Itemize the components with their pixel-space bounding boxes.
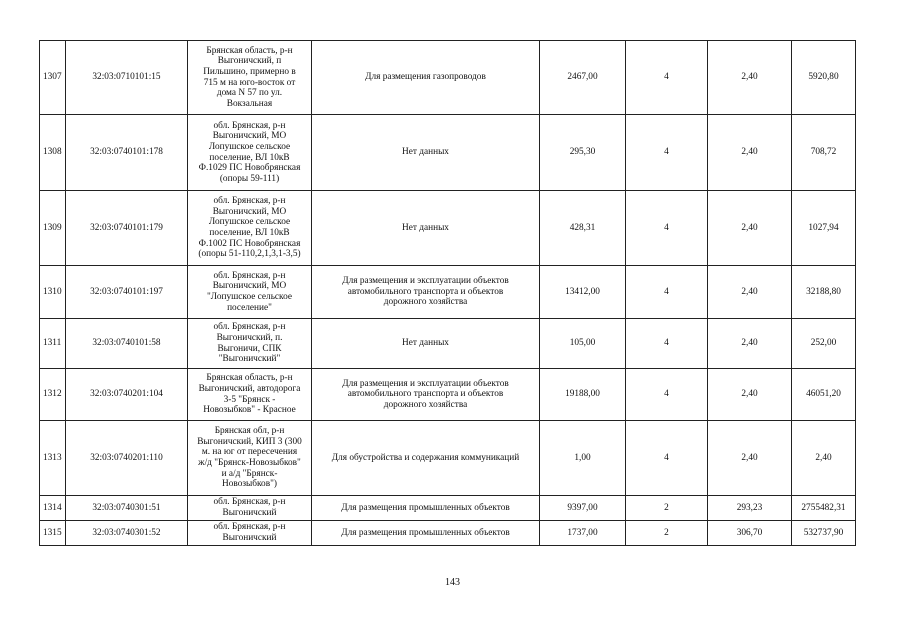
plot-area: 428,31 [540, 191, 626, 266]
permitted-use: Для обустройства и содержания коммуникаций [312, 421, 540, 496]
permitted-use: Для размещения газопроводов [312, 41, 540, 115]
permitted-use: Для размещения промышленных объектов [312, 521, 540, 546]
table-row [40, 266, 856, 319]
permitted-use: Для размещения и эксплуатации объектов автомобильного транспорта и объектов дорожного хозяйства [312, 369, 540, 421]
row-number: 1311 [40, 319, 66, 369]
rate-value: 2,40 [708, 421, 792, 496]
amount-value: 2,40 [792, 421, 856, 496]
group-number: 4 [626, 266, 708, 319]
plot-address: обл. Брянская, р-н Выгоничский, МО Лопушское сельское поселение, ВЛ 10кВ Ф.1029 ПС Новобрянская (опоры 59-111) [188, 115, 312, 191]
table-row [40, 496, 856, 521]
plot-address: обл. Брянская, р-н Выгоничский, МО "Лопушское сельское поселение" [188, 266, 312, 319]
rate-value: 2,40 [708, 369, 792, 421]
cadastral-number: 32:03:0740101:179 [66, 191, 188, 266]
cadastral-number: 32:03:0740301:52 [66, 521, 188, 546]
permitted-use: Нет данных [312, 319, 540, 369]
rate-value: 293,23 [708, 496, 792, 521]
group-number: 4 [626, 41, 708, 115]
page-number: 143 [445, 577, 460, 588]
plot-area: 1,00 [540, 421, 626, 496]
group-number: 4 [626, 421, 708, 496]
row-number: 1310 [40, 266, 66, 319]
table-row [40, 421, 856, 496]
group-number: 4 [626, 319, 708, 369]
plot-area: 2467,00 [540, 41, 626, 115]
amount-value: 46051,20 [792, 369, 856, 421]
amount-value: 708,72 [792, 115, 856, 191]
table-row [40, 521, 856, 546]
permitted-use: Для размещения и эксплуатации объектов автомобильного транспорта и объектов дорожного хозяйства [312, 266, 540, 319]
amount-value: 2755482,31 [792, 496, 856, 521]
cadastral-number: 32:03:0710101:15 [66, 41, 188, 115]
rate-value: 2,40 [708, 319, 792, 369]
cadastral-number: 32:03:0740101:197 [66, 266, 188, 319]
rate-value: 2,40 [708, 191, 792, 266]
rate-value: 2,40 [708, 115, 792, 191]
amount-value: 5920,80 [792, 41, 856, 115]
plot-address: Брянская обл, р-н Выгоничский, КИП 3 (300 м. на юг от пересечения ж/д "Брянск-Новозыбков" и а/д "Брянск- Новозыбков") [188, 421, 312, 496]
plot-area: 1737,00 [540, 521, 626, 546]
table-row [40, 41, 856, 115]
row-number: 1314 [40, 496, 66, 521]
group-number: 4 [626, 115, 708, 191]
row-number: 1312 [40, 369, 66, 421]
group-number: 4 [626, 191, 708, 266]
amount-value: 1027,94 [792, 191, 856, 266]
row-number: 1307 [40, 41, 66, 115]
plot-address: Брянская область, р-н Выгоничский, п Пильшино, примерно в 715 м на юго-восток от дома N 57 по ул. Вокзальная [188, 41, 312, 115]
plot-area: 19188,00 [540, 369, 626, 421]
plot-area: 105,00 [540, 319, 626, 369]
permitted-use: Нет данных [312, 191, 540, 266]
table-row [40, 191, 856, 266]
plot-area: 13412,00 [540, 266, 626, 319]
table-row [40, 369, 856, 421]
amount-value: 532737,90 [792, 521, 856, 546]
amount-value: 252,00 [792, 319, 856, 369]
row-number: 1309 [40, 191, 66, 266]
plot-address: Брянская область, р-н Выгоничский, автодорога 3-5 "Брянск - Новозыбков" - Красное [188, 369, 312, 421]
cadastral-number: 32:03:0740201:104 [66, 369, 188, 421]
cadastral-number: 32:03:0740301:51 [66, 496, 188, 521]
plot-address: обл. Брянская, р-н Выгоничский [188, 521, 312, 546]
land-plot-table [39, 40, 856, 546]
permitted-use: Для размещения промышленных объектов [312, 496, 540, 521]
plot-area: 9397,00 [540, 496, 626, 521]
group-number: 2 [626, 521, 708, 546]
rate-value: 2,40 [708, 266, 792, 319]
amount-value: 32188,80 [792, 266, 856, 319]
group-number: 4 [626, 369, 708, 421]
row-number: 1315 [40, 521, 66, 546]
group-number: 2 [626, 496, 708, 521]
row-number: 1313 [40, 421, 66, 496]
plot-address: обл. Брянская, р-н Выгоничский [188, 496, 312, 521]
plot-area: 295,30 [540, 115, 626, 191]
row-number: 1308 [40, 115, 66, 191]
cadastral-number: 32:03:0740101:178 [66, 115, 188, 191]
table-row [40, 115, 856, 191]
table-row [40, 319, 856, 369]
cadastral-number: 32:03:0740201:110 [66, 421, 188, 496]
rate-value: 2,40 [708, 41, 792, 115]
permitted-use: Нет данных [312, 115, 540, 191]
rate-value: 306,70 [708, 521, 792, 546]
plot-address: обл. Брянская, р-н Выгоничский, п. Выгоничи, СПК "Выгоничский" [188, 319, 312, 369]
plot-address: обл. Брянская, р-н Выгоничский, МО Лопушское сельское поселение, ВЛ 10кВ Ф.1002 ПС Новобрянская (опоры 51-110,2,1,3,1-3,5) [188, 191, 312, 266]
cadastral-number: 32:03:0740101:58 [66, 319, 188, 369]
